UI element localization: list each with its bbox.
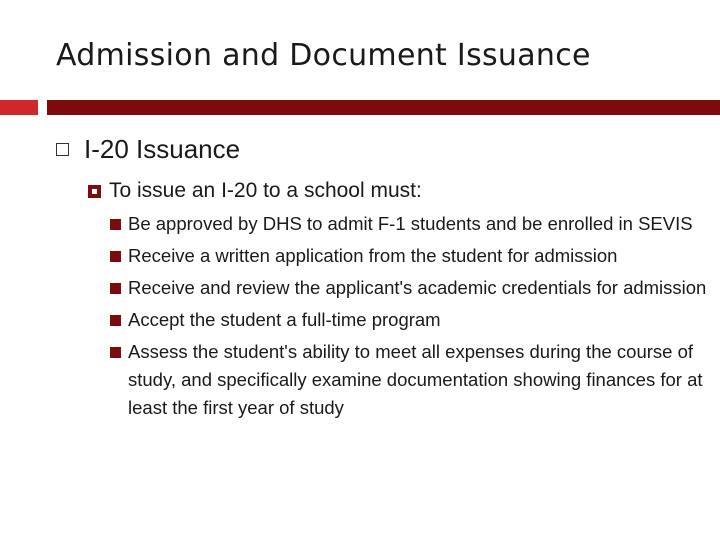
slide-title: Admission and Document Issuance [56,38,591,73]
requirement-item [110,306,710,334]
filled-square-bullet-icon [110,283,121,294]
bullet-level2-text: To issue an I-20 to a school must: [109,179,422,202]
bullet-level1-text: I-20 Issuance [84,134,241,164]
requirement-item [110,242,710,270]
requirement-text: Receive a written application from the student for admission [128,245,618,266]
bullet-level2 [88,179,422,203]
filled-square-bullet-icon [110,315,121,326]
requirement-text: Accept the student a full-time program [128,309,441,330]
requirement-text: Receive and review the applicant's academic credentials for admission [128,277,707,298]
filled-square-bullet-icon [110,219,121,230]
requirement-item [110,338,710,422]
requirement-item [110,210,710,238]
requirements-list [110,210,710,426]
accent-bar-left [0,100,38,115]
square-bullet-icon [88,185,101,198]
box-bullet-icon [56,143,69,156]
filled-square-bullet-icon [110,347,121,358]
filled-square-bullet-icon [110,251,121,262]
accent-bar-right [47,100,720,115]
requirement-text: Assess the student's ability to meet all expenses during the course of study, and specifically examine documentation showing finances for at least the first year of study [128,341,703,418]
bullet-level1 [56,134,240,165]
requirement-item [110,274,710,302]
requirement-text: Be approved by DHS to admit F-1 students and be enrolled in SEVIS [128,213,693,234]
